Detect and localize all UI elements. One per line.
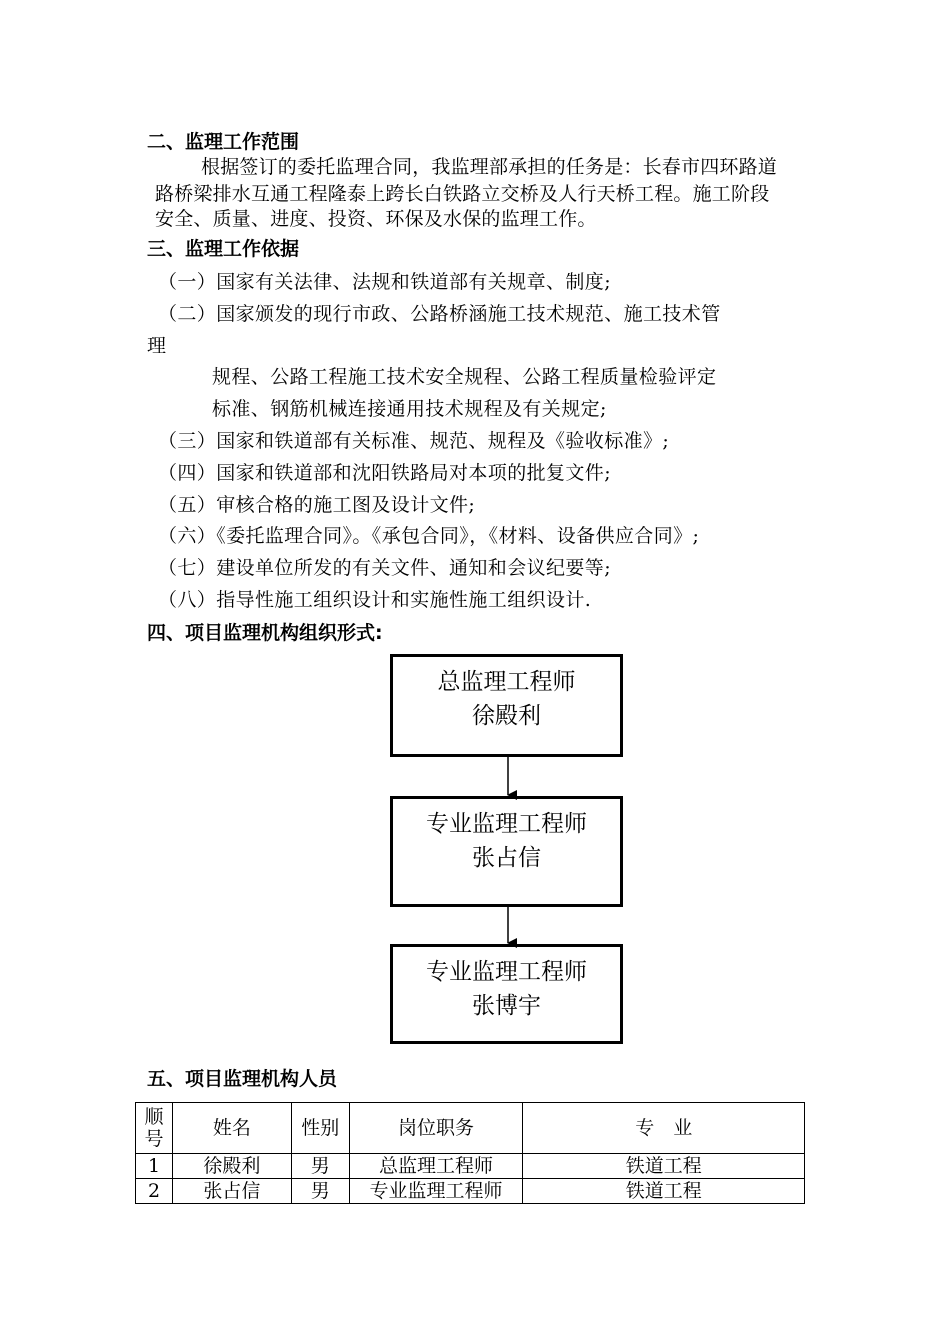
header-position: 岗位职务	[349, 1103, 523, 1154]
basis-item-8: （八）指导性施工组织设计和实施性施工组织设计.	[158, 589, 592, 611]
basis-item-7: （七）建设单位所发的有关文件、通知和会议纪要等;	[158, 557, 612, 579]
basis-item-6: （六）《委托监理合同》。《承包合同》，《材料、设备供应合同》;	[158, 525, 700, 547]
org-box-chief-title: 总监理工程师	[437, 669, 576, 695]
basis-item-2: （二）国家颁发的现行市政、公路桥涵施工技术规范、施工技术管	[158, 303, 721, 325]
org-box-specialist-1-title: 专业监理工程师	[426, 811, 587, 837]
staff-table-header-row	[136, 1103, 805, 1154]
header-name: 姓名	[172, 1103, 291, 1154]
basis-item-3: （三）国家和铁道部有关标准、规范、规程及《验收标准》;	[158, 430, 670, 452]
cell-seq: 2	[136, 1179, 173, 1204]
basis-item-1: （一）国家有关法律、法规和铁道部有关规章、制度;	[158, 271, 612, 293]
table-row	[136, 1154, 805, 1179]
basis-item-2-cont-2: 标准、钢筋机械连接通用技术规程及有关规定;	[212, 398, 607, 420]
cell-specialty: 铁道工程	[523, 1179, 805, 1204]
cell-seq: 1	[136, 1154, 173, 1179]
cell-name: 张占信	[172, 1179, 291, 1204]
header-gender: 性别	[291, 1103, 349, 1154]
basis-item-5: （五）审核合格的施工图及设计文件;	[158, 494, 476, 516]
scope-heading: 二、监理工作范围	[147, 131, 300, 153]
cell-gender: 男	[291, 1154, 349, 1179]
org-box-chief-name: 徐殿利	[472, 703, 541, 729]
cell-position: 总监理工程师	[349, 1154, 523, 1179]
staff-table	[135, 1102, 805, 1204]
cell-position: 专业监理工程师	[349, 1179, 523, 1204]
table-row	[136, 1179, 805, 1204]
header-seq-label: 顺号	[144, 1106, 164, 1150]
org-box-specialist-1-name: 张占信	[472, 845, 541, 871]
scope-line-3: 安全、质量、进度、投资、环保及水保的监理工作。	[155, 208, 597, 230]
basis-item-2-wrap: 理	[147, 335, 167, 357]
basis-item-4: （四）国家和铁道部和沈阳铁路局对本项的批复文件;	[158, 462, 612, 484]
scope-line-2: 路桥梁排水互通工程隆泰上跨长白铁路立交桥及人行天桥工程。施工阶段	[155, 183, 770, 205]
staff-heading: 五、项目监理机构人员	[147, 1068, 338, 1090]
scope-line-1: 根据签订的委托监理合同，我监理部承担的任务是：长春市四环路道	[201, 156, 778, 178]
cell-gender: 男	[291, 1179, 349, 1204]
basis-item-2-cont-1: 规程、公路工程施工技术安全规程、公路工程质量检验评定	[212, 366, 717, 388]
org-box-specialist-2-title: 专业监理工程师	[426, 959, 587, 985]
org-box-specialist-2-name: 张博宇	[472, 993, 541, 1019]
cell-name: 徐殿利	[172, 1154, 291, 1179]
header-seq	[136, 1103, 173, 1154]
header-specialty: 专 业	[523, 1103, 805, 1154]
basis-heading: 三、监理工作依据	[147, 238, 300, 260]
cell-specialty: 铁道工程	[523, 1154, 805, 1179]
org-heading: 四、项目监理机构组织形式:	[147, 622, 383, 644]
